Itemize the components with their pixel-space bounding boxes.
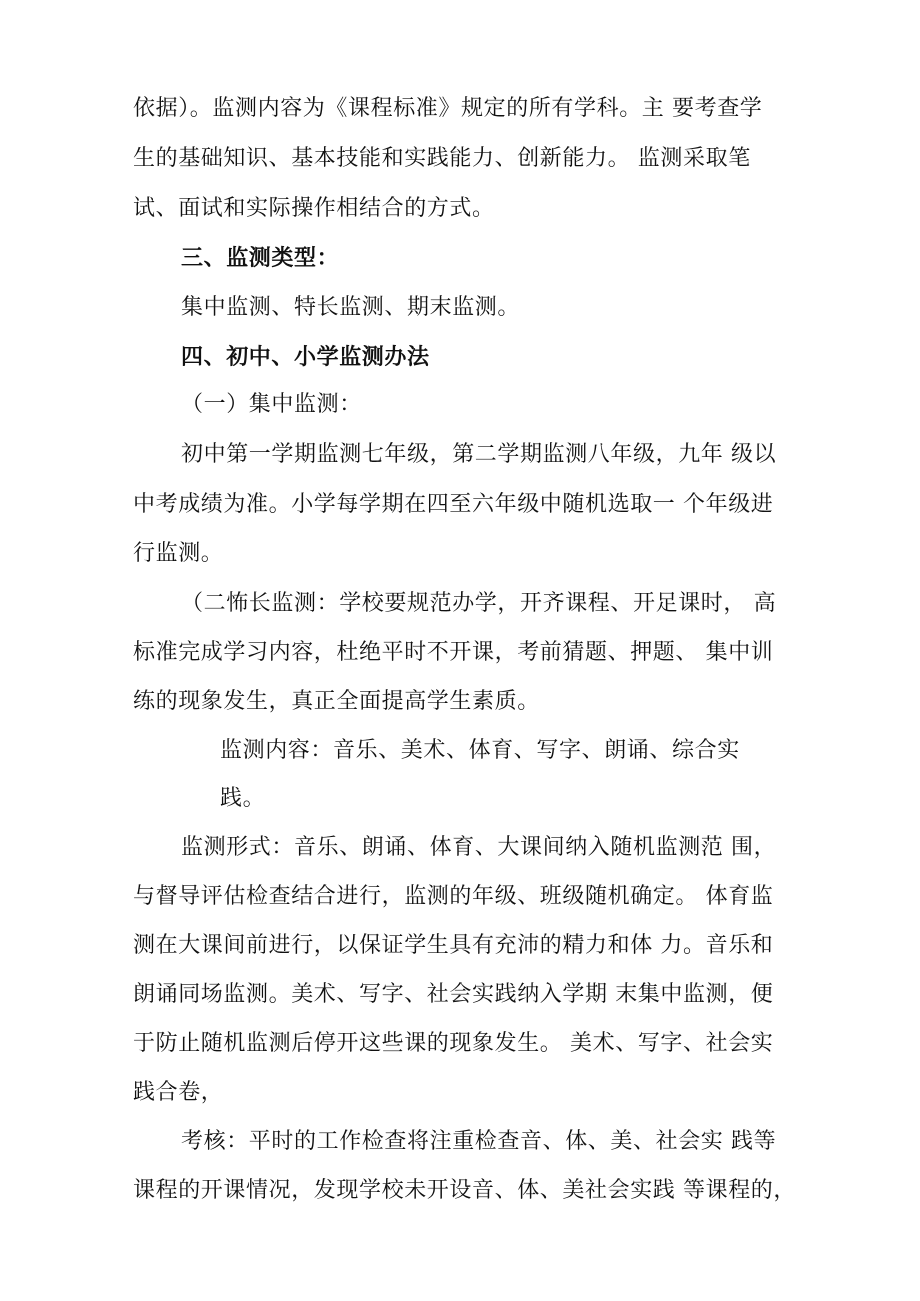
section-heading-3: 三、监测类型：: [181, 245, 340, 271]
text-line: 与督导评估检查结合进行，监测的年级、班级随机确定。 体育监: [133, 884, 774, 909]
text-line: 中考成绩为准。小学每学期在四至六年级中随机选取一 个年级进: [133, 492, 774, 517]
text-line: 集中监测、特长监测、期末监测。: [181, 295, 521, 320]
text-line: 课程的开课情况，发现学校未开设音、体、美社会实践 等课程的，: [133, 1178, 796, 1203]
text-line: 考核：平时的工作检查将注重检查音、体、美、社会实 践等: [181, 1129, 777, 1154]
text-line: 行监测。: [133, 541, 224, 566]
text-line: 践合卷，: [133, 1080, 224, 1105]
text-line: 于防止随机监测后停开这些课的现象发生。 美术、写字、社会实: [133, 1031, 774, 1056]
text-line: 践。: [220, 786, 266, 811]
text-line: 试、面试和实际操作相结合的方式。: [133, 196, 495, 221]
text-line: 练的现象发生，真正全面提高学生素质。: [133, 689, 540, 714]
subsection-heading-2: （二怖长监测：学校要规范办学，开齐课程、开足课时， 高: [181, 591, 777, 616]
text-line: 朗诵同场监测。美术、写字、社会实践纳入学期 末集中监测，便: [133, 982, 774, 1007]
text-line: 监测内容：音乐、美术、体育、写字、朗诵、综合实: [220, 738, 740, 763]
text-line: 测在大课间前进行，以保证学生具有充沛的精力和体 力。音乐和: [133, 933, 774, 958]
text-line: 生的基础知识、基本技能和实践能力、创新能力。 监测采取笔: [133, 146, 751, 171]
text-line: 标准完成学习内容，杜绝平时不开课，考前猜题、押题、 集中训: [133, 640, 774, 665]
subsection-heading-1: （一）集中监测：: [181, 392, 362, 417]
text-line: 依据）。监测内容为《课程标准》规定的所有学科。主 要考查学: [133, 96, 763, 121]
text-line: 初中第一学期监测七年级，第二学期监测八年级，九年 级以: [181, 442, 777, 467]
section-heading-4: 四、初中、小学监测办法: [181, 344, 430, 370]
text-line: 监测形式：音乐、朗诵、体育、大课间纳入随机监测范 围，: [181, 835, 777, 860]
